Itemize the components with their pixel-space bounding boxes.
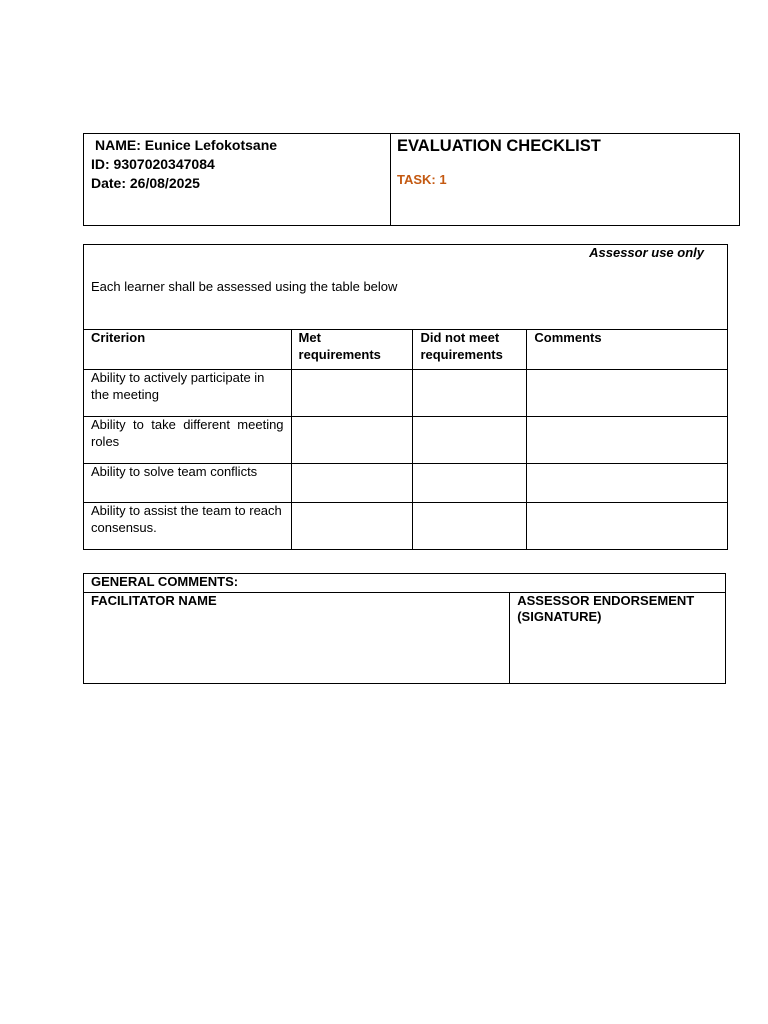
table-row xyxy=(84,370,728,417)
signature-row xyxy=(84,593,726,684)
assessment-table xyxy=(83,244,728,550)
met-cell[interactable] xyxy=(291,417,413,464)
column-header-criterion: Criterion xyxy=(84,330,292,370)
criterion-cell: Ability to take different meeting roles xyxy=(84,417,292,464)
criterion-cell: Ability to actively participate in the meeting xyxy=(84,370,292,417)
column-header-met: Met requirements xyxy=(291,330,413,370)
facilitator-name-field[interactable]: FACILITATOR NAME xyxy=(84,593,510,684)
met-cell[interactable] xyxy=(291,370,413,417)
met-cell[interactable] xyxy=(291,464,413,503)
table-row xyxy=(84,417,728,464)
table-header-row xyxy=(84,330,728,370)
general-comments-label[interactable]: GENERAL COMMENTS: xyxy=(84,574,726,593)
comments-cell[interactable] xyxy=(527,417,728,464)
not-met-cell[interactable] xyxy=(413,417,527,464)
column-header-comments: Comments xyxy=(527,330,728,370)
criterion-cell: Ability to solve team conflicts xyxy=(84,464,292,503)
learner-details xyxy=(84,134,391,225)
not-met-cell[interactable] xyxy=(413,370,527,417)
assessor-endorsement-field[interactable]: ASSESSOR ENDORSEMENT (SIGNATURE) xyxy=(510,593,726,684)
comments-cell[interactable] xyxy=(527,370,728,417)
criterion-cell: Ability to assist the team to reach consensus. xyxy=(84,503,292,550)
table-row xyxy=(84,464,728,503)
evaluation-date: Date: 26/08/2025 xyxy=(91,175,200,191)
met-cell[interactable] xyxy=(291,503,413,550)
checklist-heading xyxy=(391,134,601,225)
comments-table xyxy=(83,573,726,684)
page-title: EVALUATION CHECKLIST xyxy=(397,137,601,155)
task-number: TASK: 1 xyxy=(397,172,447,187)
not-met-cell[interactable] xyxy=(413,503,527,550)
assessor-use-only-label: Assessor use only xyxy=(589,245,704,260)
assessment-instructions: Each learner shall be assessed using the table below xyxy=(91,278,398,294)
column-header-not-met: Did not meet requirements xyxy=(413,330,527,370)
learner-id: ID: 9307020347084 xyxy=(91,156,215,172)
comments-cell[interactable] xyxy=(527,464,728,503)
intro-row xyxy=(84,245,728,330)
table-row xyxy=(84,503,728,550)
learner-header xyxy=(83,133,740,226)
intro-cell xyxy=(84,245,728,330)
general-comments-row xyxy=(84,574,726,593)
learner-name: NAME: Eunice Lefokotsane xyxy=(95,137,278,153)
not-met-cell[interactable] xyxy=(413,464,527,503)
comments-cell[interactable] xyxy=(527,503,728,550)
